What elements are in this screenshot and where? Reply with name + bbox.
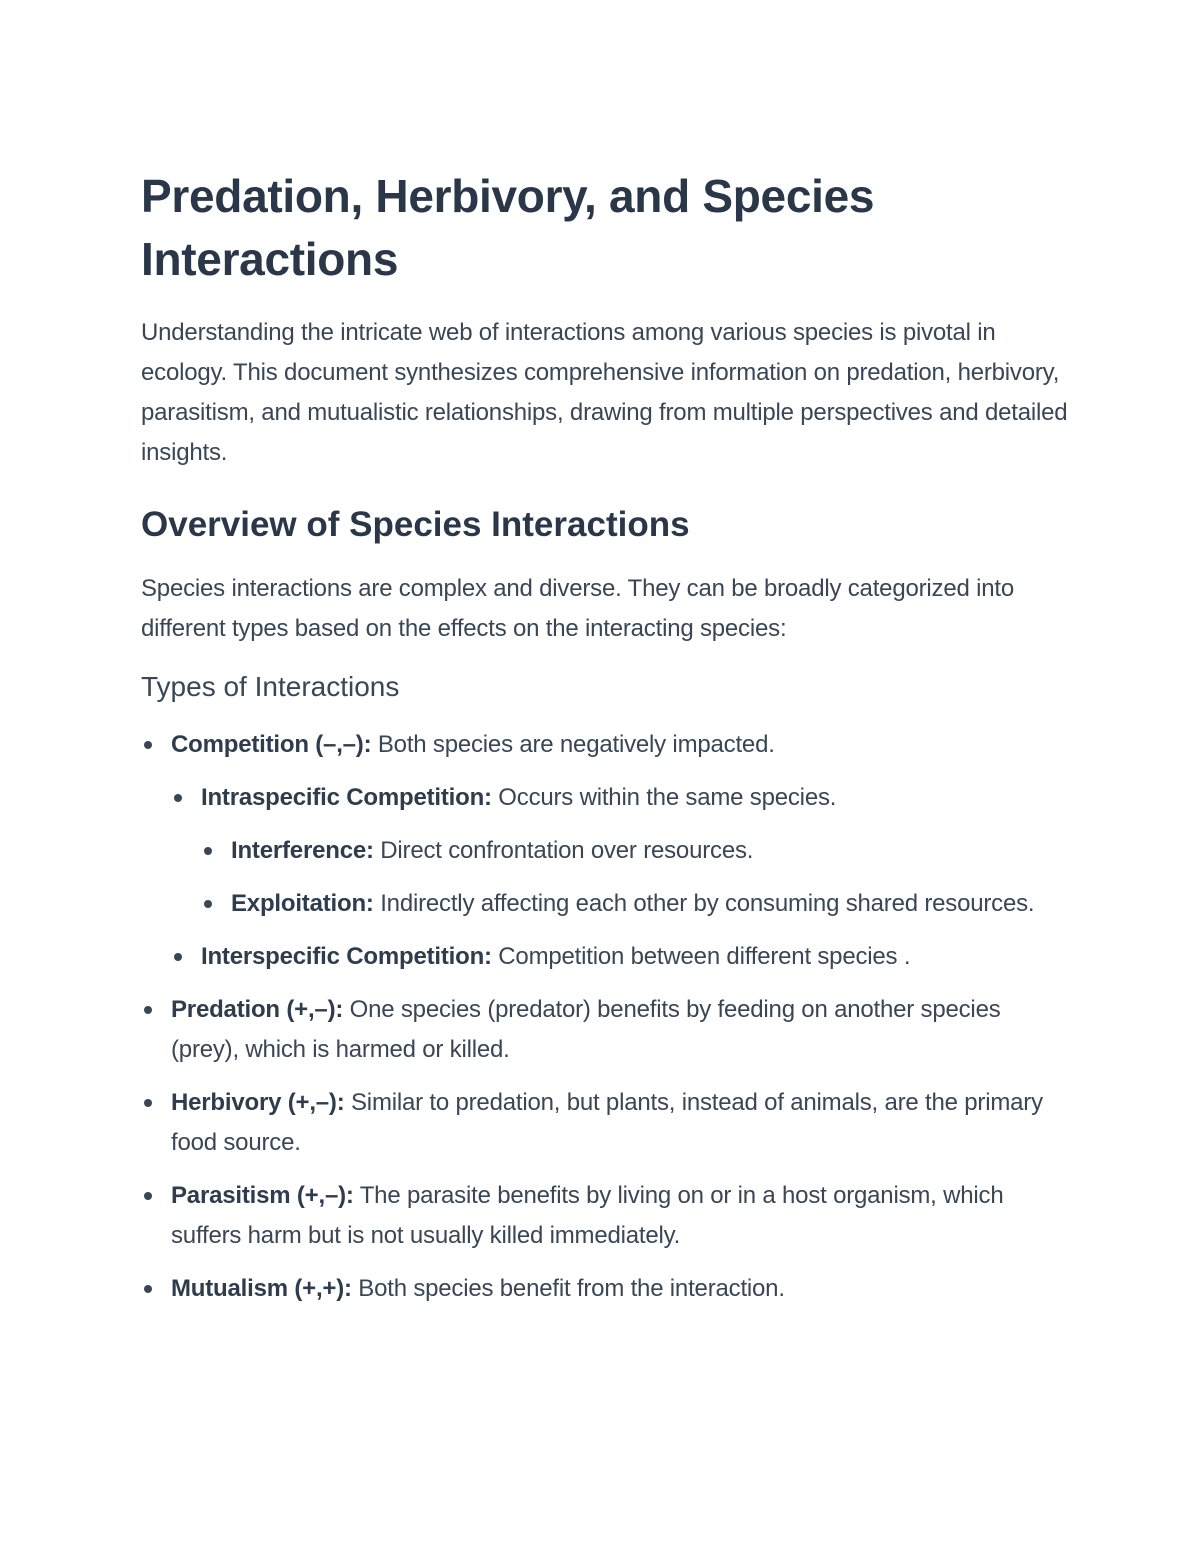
nested-list <box>171 778 1071 977</box>
list-item-desc: Both species are negatively impacted. <box>371 731 775 758</box>
bullet-icon <box>204 900 212 908</box>
list-item-intraspecific <box>171 778 1071 924</box>
document-page <box>141 165 1071 1322</box>
list-item-desc: Indirectly affecting each other by consuming shared resources. <box>373 890 1035 917</box>
list-item-term: Competition (–,–): <box>171 731 372 758</box>
bullet-icon <box>144 741 152 749</box>
list-item-herbivory <box>141 1083 1071 1163</box>
list-item-desc: Both species benefit from the interaction. <box>351 1275 785 1302</box>
page-title: Predation, Herbivory, and Species Interactions <box>141 170 875 285</box>
interaction-types-list <box>141 725 1071 1309</box>
list-item-desc: One species (predator) benefits by feeding on another species (prey), which is harmed or killed. <box>171 996 1001 1063</box>
list-item-term: Intraspecific Competition: <box>201 784 492 811</box>
list-item-exploitation <box>201 884 1071 924</box>
nested-list <box>201 831 1071 924</box>
list-item-term: Herbivory (+,–): <box>171 1089 345 1116</box>
intro-paragraph: Understanding the intricate web of interactions among various species is pivotal in ecology. This document synthesizes comprehensive information on predation, herbivory, parasitism, and mutualistic relationships, drawing from multiple perspectives and detailed insights. <box>141 319 1068 466</box>
list-item-term: Predation (+,–): <box>171 996 344 1023</box>
bullet-icon <box>144 1006 152 1014</box>
list-item-interference <box>201 831 1071 871</box>
list-item-term: Parasitism (+,–): <box>171 1182 354 1209</box>
bullet-icon <box>144 1192 152 1200</box>
list-item-parasitism <box>141 1176 1071 1256</box>
list-item-term: Exploitation: <box>231 890 374 917</box>
bullet-icon <box>174 953 182 961</box>
bullet-icon <box>204 847 212 855</box>
list-item-term: Mutualism (+,+): <box>171 1275 352 1302</box>
list-item-desc: Direct confrontation over resources. <box>373 837 754 864</box>
list-item-desc: The parasite benefits by living on or in a host organism, which suffers harm but is not usually killed immediately. <box>171 1182 1004 1249</box>
list-item-term: Interspecific Competition: <box>201 943 492 970</box>
list-item-term: Interference: <box>231 837 374 864</box>
list-item-desc: Similar to predation, but plants, instead of animals, are the primary food source. <box>171 1089 1043 1156</box>
list-item-predation <box>141 990 1071 1070</box>
list-item-mutualism <box>141 1269 1071 1309</box>
bullet-icon <box>144 1285 152 1293</box>
bullet-icon <box>144 1099 152 1107</box>
bullet-icon <box>174 794 182 802</box>
list-item-competition <box>141 725 1071 977</box>
list-item-desc: Competition between different species . <box>491 943 911 970</box>
section-subheading: Types of Interactions <box>141 671 400 702</box>
section-paragraph: Species interactions are complex and diverse. They can be broadly categorized into different types based on the effects on the interacting species: <box>141 575 1014 642</box>
section-heading: Overview of Species Interactions <box>141 505 690 544</box>
list-item-desc: Occurs within the same species. <box>491 784 837 811</box>
list-item-interspecific <box>171 937 1071 977</box>
